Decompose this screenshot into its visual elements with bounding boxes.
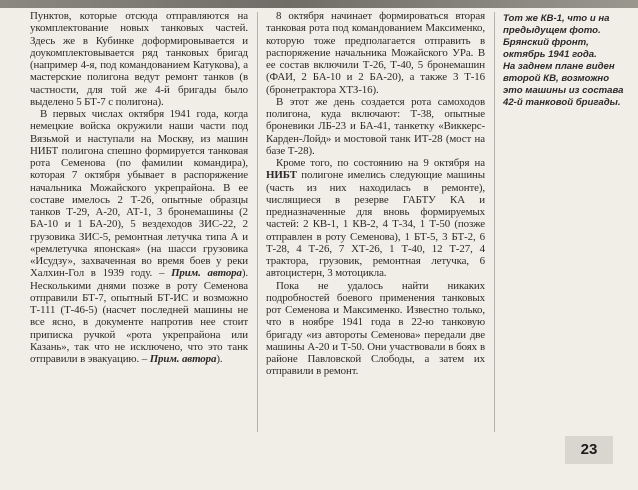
author-note: Прим. автора — [171, 267, 242, 280]
paragraph: 8 октября начинает формироваться вторая танковая рота под командованием Максименко, которую тоже предполагается отправить в распоряжение начальника Можайского УРа. В ее состав включили Т-26, Т-40, 5 бронемашин (ФАИ, 2 БА-10 и 2 БА-20), а также 3 Т-16 (бронетрактора ХТЗ-16). — [266, 10, 485, 96]
paragraph — [30, 108, 248, 365]
page-number: 23 — [580, 441, 598, 458]
column-divider — [494, 12, 495, 432]
page-number-box — [565, 436, 613, 464]
paragraph-text: Кроме того, по состоянию на 9 октября на — [276, 157, 485, 169]
paragraph-text: полигоне имелись следующие машины (часть из них находилась в ремонте), числящиеся в резерве ГАБТУ КА и предназначенные для вновь формируемых частей: 2 КВ-1, 1 КВ-2, 4 Т-34, 1 Т-50 (позже отправлен в роту Семенова), 1 БТ-5, 3 БТ-2, 6 Т-28, 4 Т-26, 7 ХТ-26, 1 Т-40, 12 Т-27, 4 трактора, грузовик, ремонтная летучка, 6 автоцистерн, 3 мотоцикла. — [266, 169, 485, 280]
paragraph: Пунктов, которые отсюда отправляются на укомплектование новых танковых частей. Здесь же в Кубинке доформировывается и доукомплектовывается ряд танковых бригад (например 4-я, под командованием Катукова), а мастерские полигона ведут ремонт танков (в частности, для той же 4-й бригады было выделено 5 БТ-7 с полигона). — [30, 10, 248, 108]
photo-edge — [0, 0, 638, 8]
author-note: Прим. автора — [149, 353, 217, 365]
column-divider — [257, 12, 258, 432]
emphasis-text: НИБТ — [266, 169, 297, 182]
photo-caption — [503, 13, 631, 109]
paragraph — [266, 157, 485, 280]
text-column-left — [30, 10, 248, 365]
caption-text: На заднем плане виден второй КВ, возможно это машины из состава 42-й танковой бригады. — [503, 61, 624, 108]
paragraph-text: ). — [216, 353, 223, 365]
paragraph-text: ). Несколькими днями позже в роту Семенова отправили БТ-7, опытный БТ-ИС и возможно Т-111 (Т-46-5) (насчет последней машины не все ясно, в документе напротив нее стоит приписка ручкой «рота укрепрайона или Казань», так что не исключено, что это танк отправили в эвакуацию. – — [30, 267, 249, 365]
paragraph: Пока не удалось найти никаких подробностей боевого применения танковых рот Семенова и Максименко. Известно только, что в ноябре 1941 года в 22-ю танковую бригаду «из автороты Семенова» передали две машины А-20 и Т-50. Они участвовали в боях в районе Павловской Слободы, а затем их отправили в ремонт. — [266, 279, 485, 378]
paragraph-text: В первых числах октября 1941 года, когда немецкие войска окружили наши части под Вязьмой и наступали на Москву, из машин НИБТ полигона спешно формируется танковая рота Семенова (по фамилии командира), которая 7 октября убывает в распоряжение начальника Можайского укрепрайона. В ее составе имелось 2 Т-26, опытные образцы танков Т-29, А-20, АТ-1, 3 бронемашины (2 БА-10 и 1 БА-20), 5 вездеходов ЗИС-22, 2 грузовика ЗИС-5, ремонтная летучка типа А и «ремлетучка японская» (на шасси грузовика «Исудзу», захваченная во время боев у реки Халхин-Гол в 1939 году. – — [30, 108, 248, 280]
paragraph: В этот же день создается рота самоходов полигона, куда включают: Т-38, опытные броневики ЛБ-23 и БА-41, танкетку «Виккерс-Карден-Лойд» и мостовой танк ИТ-28 (мост на базе Т-28). — [266, 95, 485, 157]
text-column-middle — [266, 10, 485, 378]
caption-text: Тот же КВ-1, что и на предыдущем фото. Брянский фронт, октябрь 1941 года. — [503, 13, 610, 60]
